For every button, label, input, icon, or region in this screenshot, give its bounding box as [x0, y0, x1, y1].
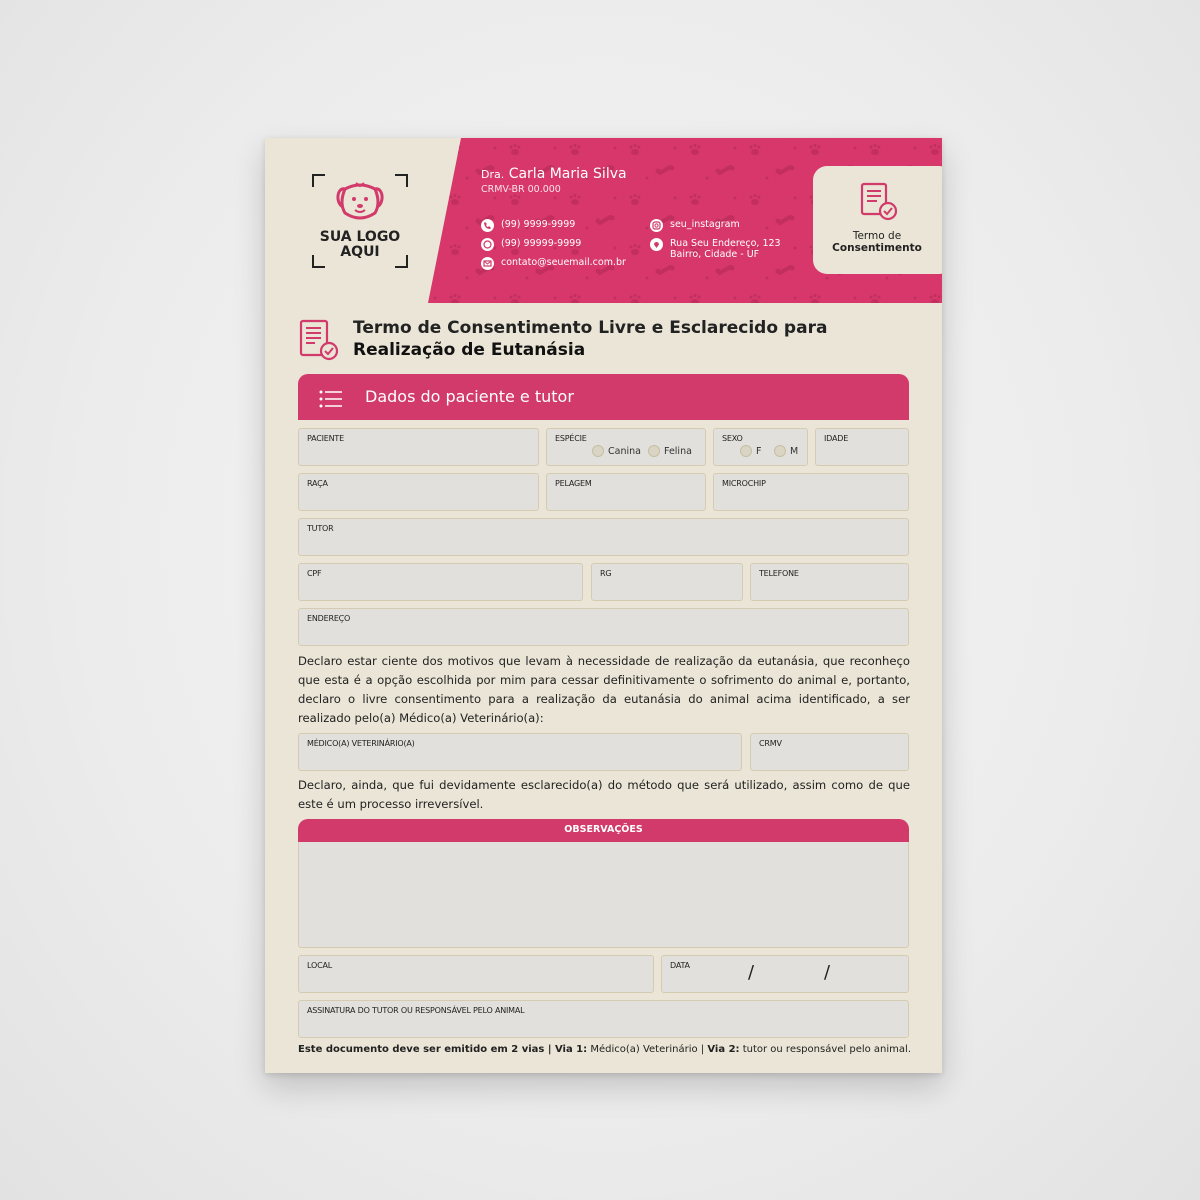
pelagem-label: PELAGEM: [555, 479, 592, 488]
sexo-m-radio[interactable]: [774, 445, 798, 457]
logo-line2: AQUI: [340, 244, 380, 260]
contact-instagram: [650, 219, 740, 232]
especie-felina-label: Felina: [664, 445, 692, 457]
radio-circle[interactable]: [592, 445, 604, 457]
especie-field: [546, 428, 706, 466]
date-separator-2: /: [824, 962, 831, 983]
dog-logo-icon: [338, 183, 382, 218]
raca-label: RAÇA: [307, 479, 328, 488]
pelagem-field[interactable]: [546, 473, 706, 511]
radio-circle[interactable]: [774, 445, 786, 457]
instagram-icon: [650, 219, 663, 232]
especie-felina-radio[interactable]: [648, 445, 692, 457]
document-title-line2: Realização de Eutanásia: [353, 340, 586, 360]
logo-line1: SUA LOGO: [319, 229, 401, 245]
tutor-field[interactable]: [298, 518, 909, 556]
whatsapp-icon: [481, 238, 494, 251]
doctor-name-text: Carla Maria Silva: [508, 166, 627, 182]
email-icon: [481, 257, 494, 270]
data-field[interactable]: [661, 955, 909, 993]
document-check-icon: [857, 180, 901, 224]
paciente-field[interactable]: [298, 428, 539, 466]
footer-part1: Este documento deve ser emitido em 2 vias | Via 1:: [298, 1044, 588, 1055]
phone-icon: [481, 219, 494, 232]
footer-part2: Médico(a) Veterinário |: [587, 1044, 708, 1055]
badge-line2: Consentimento: [832, 242, 922, 254]
declaration-paragraph-1: Declaro estar ciente dos motivos que levam à necessidade de realização da eutanásia, que reconheço que esta é a opção escolhida por mim para cessar definitivamente o sofrimento do animal e, portanto, declaro o livre consentimento para a realização da eutanásia do animal acima identificado, a ser realizado pelo(a) Médico(a) Veterinário(a):: [298, 654, 910, 725]
badge-line1: Termo de: [852, 230, 902, 242]
data-label: DATA: [670, 961, 690, 970]
rg-label: RG: [600, 569, 612, 578]
observacoes-title: OBSERVAÇÕES: [564, 824, 643, 835]
endereco-field[interactable]: [298, 608, 909, 646]
radio-circle[interactable]: [648, 445, 660, 457]
consent-form-sheet: [265, 138, 942, 1073]
observacoes-textarea[interactable]: [298, 842, 909, 948]
sexo-label: SEXO: [722, 434, 743, 443]
contact-phone1: [481, 219, 575, 232]
location-icon: [650, 238, 663, 251]
cpf-field[interactable]: [298, 563, 583, 601]
declaration-paragraph-2: Declaro, ainda, que fui devidamente esclarecido(a) do método que será utilizado, assim como de que este é um processo irreversível.: [298, 778, 910, 811]
footer-note: [298, 1044, 912, 1055]
paciente-label: PACIENTE: [307, 434, 344, 443]
instagram-text: seu_instagram: [670, 219, 740, 230]
footer-part4: tutor ou responsável pelo animal.: [739, 1044, 912, 1055]
document-type-badge: [813, 166, 942, 274]
assinatura-field[interactable]: [298, 1000, 909, 1038]
radio-circle[interactable]: [740, 445, 752, 457]
sexo-m-label: M: [790, 445, 799, 457]
rg-field[interactable]: [591, 563, 743, 601]
date-separator-1: /: [748, 962, 755, 983]
microchip-field[interactable]: [713, 473, 909, 511]
contact-email: [481, 257, 626, 270]
badge-text: [813, 230, 941, 254]
crmv-field[interactable]: [750, 733, 909, 771]
local-field[interactable]: [298, 955, 654, 993]
address-line2: Bairro, Cidade - UF: [670, 249, 760, 260]
telefone-field[interactable]: [750, 563, 909, 601]
crmv-label: CRMV: [759, 739, 782, 748]
footer-part3: Via 2:: [707, 1044, 740, 1055]
document-check-icon: [299, 319, 343, 363]
idade-label: IDADE: [824, 434, 849, 443]
email-text: contato@seuemail.com.br: [501, 257, 626, 268]
doctor-crmv: CRMV-BR 00.000: [481, 184, 561, 195]
especie-canina-label: Canina: [608, 445, 641, 457]
especie-canina-radio[interactable]: [592, 445, 641, 457]
cpf-label: CPF: [307, 569, 322, 578]
section-title: Dados do paciente e tutor: [365, 387, 574, 406]
logo-text: [305, 230, 415, 260]
raca-field[interactable]: [298, 473, 539, 511]
assinatura-label: ASSINATURA DO TUTOR OU RESPONSÁVEL PELO ANIMAL: [307, 1006, 525, 1015]
sexo-f-label: F: [756, 445, 762, 457]
sexo-f-radio[interactable]: [740, 445, 761, 457]
phone2-text: (99) 99999-9999: [501, 238, 582, 249]
contact-phone2: [481, 238, 581, 251]
contact-address: [650, 238, 781, 260]
list-icon: [319, 390, 343, 408]
sexo-field: [713, 428, 808, 466]
doctor-prefix: Dra.: [481, 168, 505, 181]
idade-field[interactable]: [815, 428, 909, 466]
document-title-line1: Termo de Consentimento Livre e Esclarecido para: [353, 318, 828, 338]
local-label: LOCAL: [307, 961, 332, 970]
especie-label: ESPÉCIE: [555, 434, 587, 443]
phone1-text: (99) 9999-9999: [501, 219, 576, 230]
header: [265, 138, 942, 303]
microchip-label: MICROCHIP: [722, 479, 766, 488]
tutor-label: TUTOR: [307, 524, 334, 533]
telefone-label: TELEFONE: [759, 569, 799, 578]
address-line1: Rua Seu Endereço, 123: [670, 238, 781, 249]
medico-veterinario-field[interactable]: [298, 733, 742, 771]
doctor-name: [481, 166, 627, 182]
medico-label: MÉDICO(A) VETERINÁRIO(A): [307, 739, 415, 748]
endereco-label: ENDEREÇO: [307, 614, 351, 623]
